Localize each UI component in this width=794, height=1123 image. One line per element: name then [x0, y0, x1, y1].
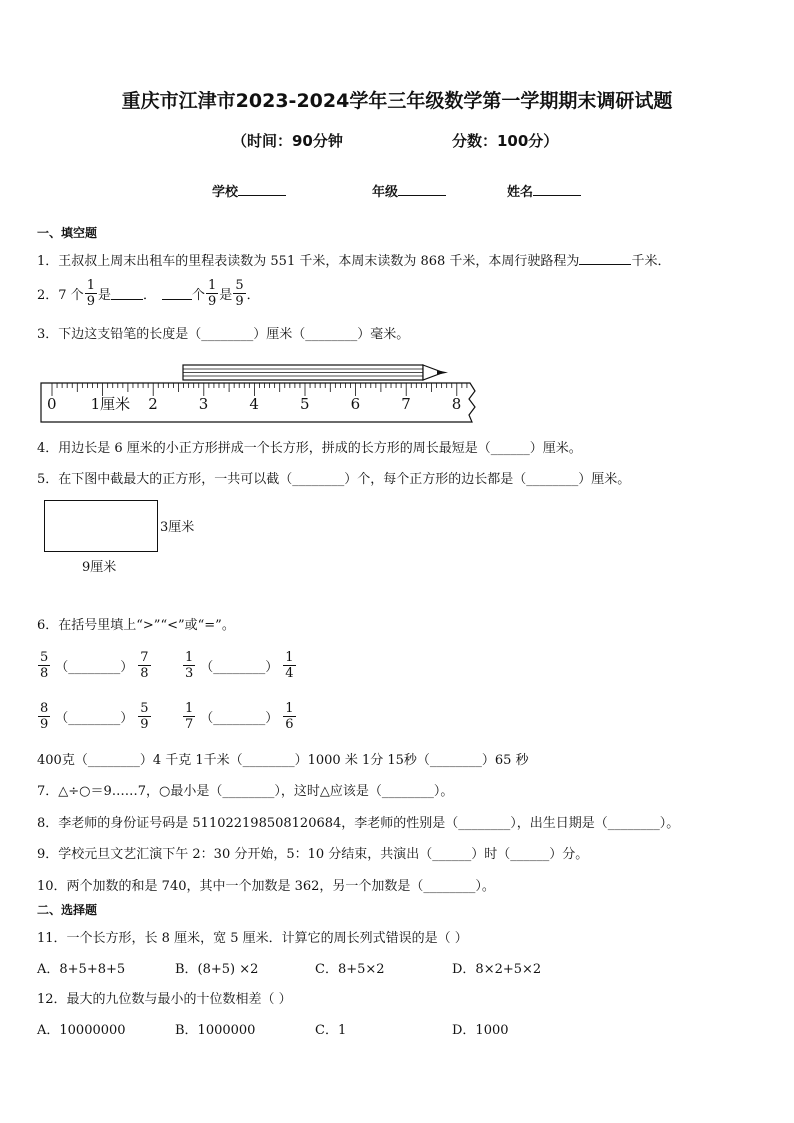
question-7: 7．△÷○＝9……7，○最小是（________），这时△应该是（________）。 — [37, 784, 454, 799]
fraction-5-9 — [233, 278, 245, 309]
time-info: （时间：90分钟 — [232, 132, 343, 150]
ruler-label: 8 — [451, 395, 462, 413]
q11-option-d[interactable]: D．8×2+5×2 — [452, 962, 542, 977]
fraction — [283, 650, 295, 681]
frac-num: 1 — [185, 650, 194, 665]
ruler-label: 1厘米 — [90, 395, 131, 413]
name-blank[interactable] — [533, 184, 581, 196]
fraction — [183, 650, 195, 681]
fraction — [138, 701, 150, 732]
question-2-mid1: 是 — [97, 288, 111, 303]
fraction-1-9-b — [206, 278, 218, 309]
question-2-suffix: ． — [246, 288, 260, 303]
q12-option-d[interactable]: D．1000 — [452, 1023, 509, 1038]
ruler-label: 7 — [401, 395, 411, 413]
frac-den: 9 — [40, 717, 49, 732]
comparison-blank[interactable]: （________） — [200, 711, 279, 726]
comparison-blank[interactable]: （________） — [55, 711, 134, 726]
frac-den: 9 — [140, 717, 149, 732]
score-info: 分数：100分） — [452, 132, 559, 150]
q11-option-b[interactable]: B．(8+5) ×2 — [175, 962, 259, 977]
frac-num: 1 — [208, 278, 217, 293]
question-12: 12．最大的九位数与最小的十位数相差（ ） — [37, 992, 292, 1007]
frac-den: 8 — [140, 666, 149, 681]
class-field[interactable] — [372, 181, 446, 200]
question-8: 8．李老师的身份证号码是 511022198508120684，李老师的性别是（________），出生日期是（________）。 — [37, 816, 680, 831]
question-5: 5．在下图中截最大的正方形，一共可以截（________）个，每个正方形的边长都是（________）厘米。 — [37, 472, 631, 487]
question-11: 11．一个长方形，长 8 厘米，宽 5 厘米．计算它的周长列式错误的是（ ） — [37, 931, 468, 946]
comparison-item — [182, 650, 297, 681]
ruler-label: 0 — [47, 395, 57, 413]
section-1-heading: 一、填空题 — [37, 226, 98, 240]
fraction — [283, 701, 295, 732]
frac-num: 1 — [185, 701, 194, 716]
question-6-units: 400克（________）4 千克 1千米（________）1000 米 1分 15秒（________）65 秒 — [37, 753, 529, 768]
q12-option-b[interactable]: B．1000000 — [175, 1023, 256, 1038]
frac-den: 9 — [235, 294, 244, 309]
frac-num: 1 — [86, 278, 95, 293]
comparison-item — [182, 701, 297, 732]
question-6: 6．在括号里填上“>”“<”或“=”。 — [37, 618, 235, 633]
frac-den: 8 — [40, 666, 49, 681]
rect-width-label: 9厘米 — [82, 560, 117, 575]
pencil — [183, 365, 448, 380]
frac-den: 6 — [285, 717, 294, 732]
ruler-label: 4 — [249, 395, 259, 413]
frac-num: 1 — [285, 650, 294, 665]
frac-num: 5 — [235, 278, 244, 293]
question-4: 4．用边长是 6 厘米的小正方形拼成一个长方形，拼成的长方形的周长最短是（______）厘米。 — [37, 441, 582, 456]
comparison-blank[interactable]: （________） — [55, 660, 134, 675]
frac-den: 4 — [285, 666, 294, 681]
ruler-label: 6 — [350, 395, 361, 413]
frac-num: 5 — [140, 701, 149, 716]
rect-height-label: 3厘米 — [160, 520, 195, 535]
ruler-label: 3 — [198, 395, 209, 413]
question-1 — [37, 250, 670, 269]
q11-option-c[interactable]: C．8+5×2 — [315, 962, 385, 977]
frac-num: 5 — [40, 650, 49, 665]
question-1-tail: 千米． — [631, 254, 671, 269]
class-blank[interactable] — [398, 184, 446, 196]
q11-option-a[interactable]: A．8+5+8+5 — [37, 962, 126, 977]
rectangle-figure — [44, 500, 158, 552]
question-2-blank-1[interactable] — [111, 287, 143, 300]
q12-option-a[interactable]: A．10000000 — [37, 1023, 126, 1038]
comparison-blank[interactable]: （________） — [200, 660, 279, 675]
name-field[interactable] — [507, 181, 581, 200]
frac-num: 7 — [140, 650, 149, 665]
frac-den: 7 — [185, 717, 194, 732]
frac-num: 8 — [40, 701, 49, 716]
frac-den: 9 — [208, 294, 217, 309]
question-2-mid4: 是 — [219, 288, 233, 303]
ruler-label: 2 — [148, 395, 158, 413]
frac-den: 3 — [185, 666, 194, 681]
fraction — [38, 701, 50, 732]
question-2-mid3: 个 — [192, 288, 206, 303]
ruler-figure — [38, 356, 478, 426]
question-2 — [37, 278, 260, 309]
exam-title: 重庆市江津市2023-2024学年三年级数学第一学期期末调研试题 — [121, 90, 673, 112]
comparison-item — [37, 650, 152, 681]
q12-option-c[interactable]: C．1 — [315, 1023, 347, 1038]
comparison-item — [37, 701, 152, 732]
section-2-heading: 二、选择题 — [37, 903, 98, 917]
question-2-mid2: ． — [142, 288, 156, 303]
school-blank[interactable] — [238, 184, 286, 196]
fraction — [38, 650, 50, 681]
fraction — [138, 650, 150, 681]
name-label: 姓名 — [507, 185, 534, 200]
question-3: 3．下边这支铅笔的长度是（________）厘米（________）毫米。 — [37, 327, 410, 342]
question-10: 10．两个加数的和是 740，其中一个加数是 362，另一个加数是（________）。 — [37, 879, 495, 894]
frac-den: 9 — [86, 294, 95, 309]
question-1-blank[interactable] — [579, 252, 631, 265]
school-field[interactable] — [212, 181, 286, 200]
class-label: 年级 — [372, 185, 399, 200]
ruler-label: 5 — [300, 395, 310, 413]
question-1-text: 1．王叔叔上周末出租车的里程表读数为 551 千米，本周末读数为 868 千米，本周行驶路程为 — [37, 254, 580, 269]
fraction-1-9-a — [85, 278, 97, 309]
school-label: 学校 — [212, 185, 239, 200]
question-2-blank-2[interactable] — [162, 287, 192, 300]
question-2-prefix: 2．7 个 — [37, 288, 84, 303]
frac-num: 1 — [285, 701, 294, 716]
question-9: 9．学校元旦文艺汇演下午 2：30 分开始，5：10 分结束，共演出（______）时（______）分。 — [37, 847, 589, 862]
fraction — [183, 701, 195, 732]
